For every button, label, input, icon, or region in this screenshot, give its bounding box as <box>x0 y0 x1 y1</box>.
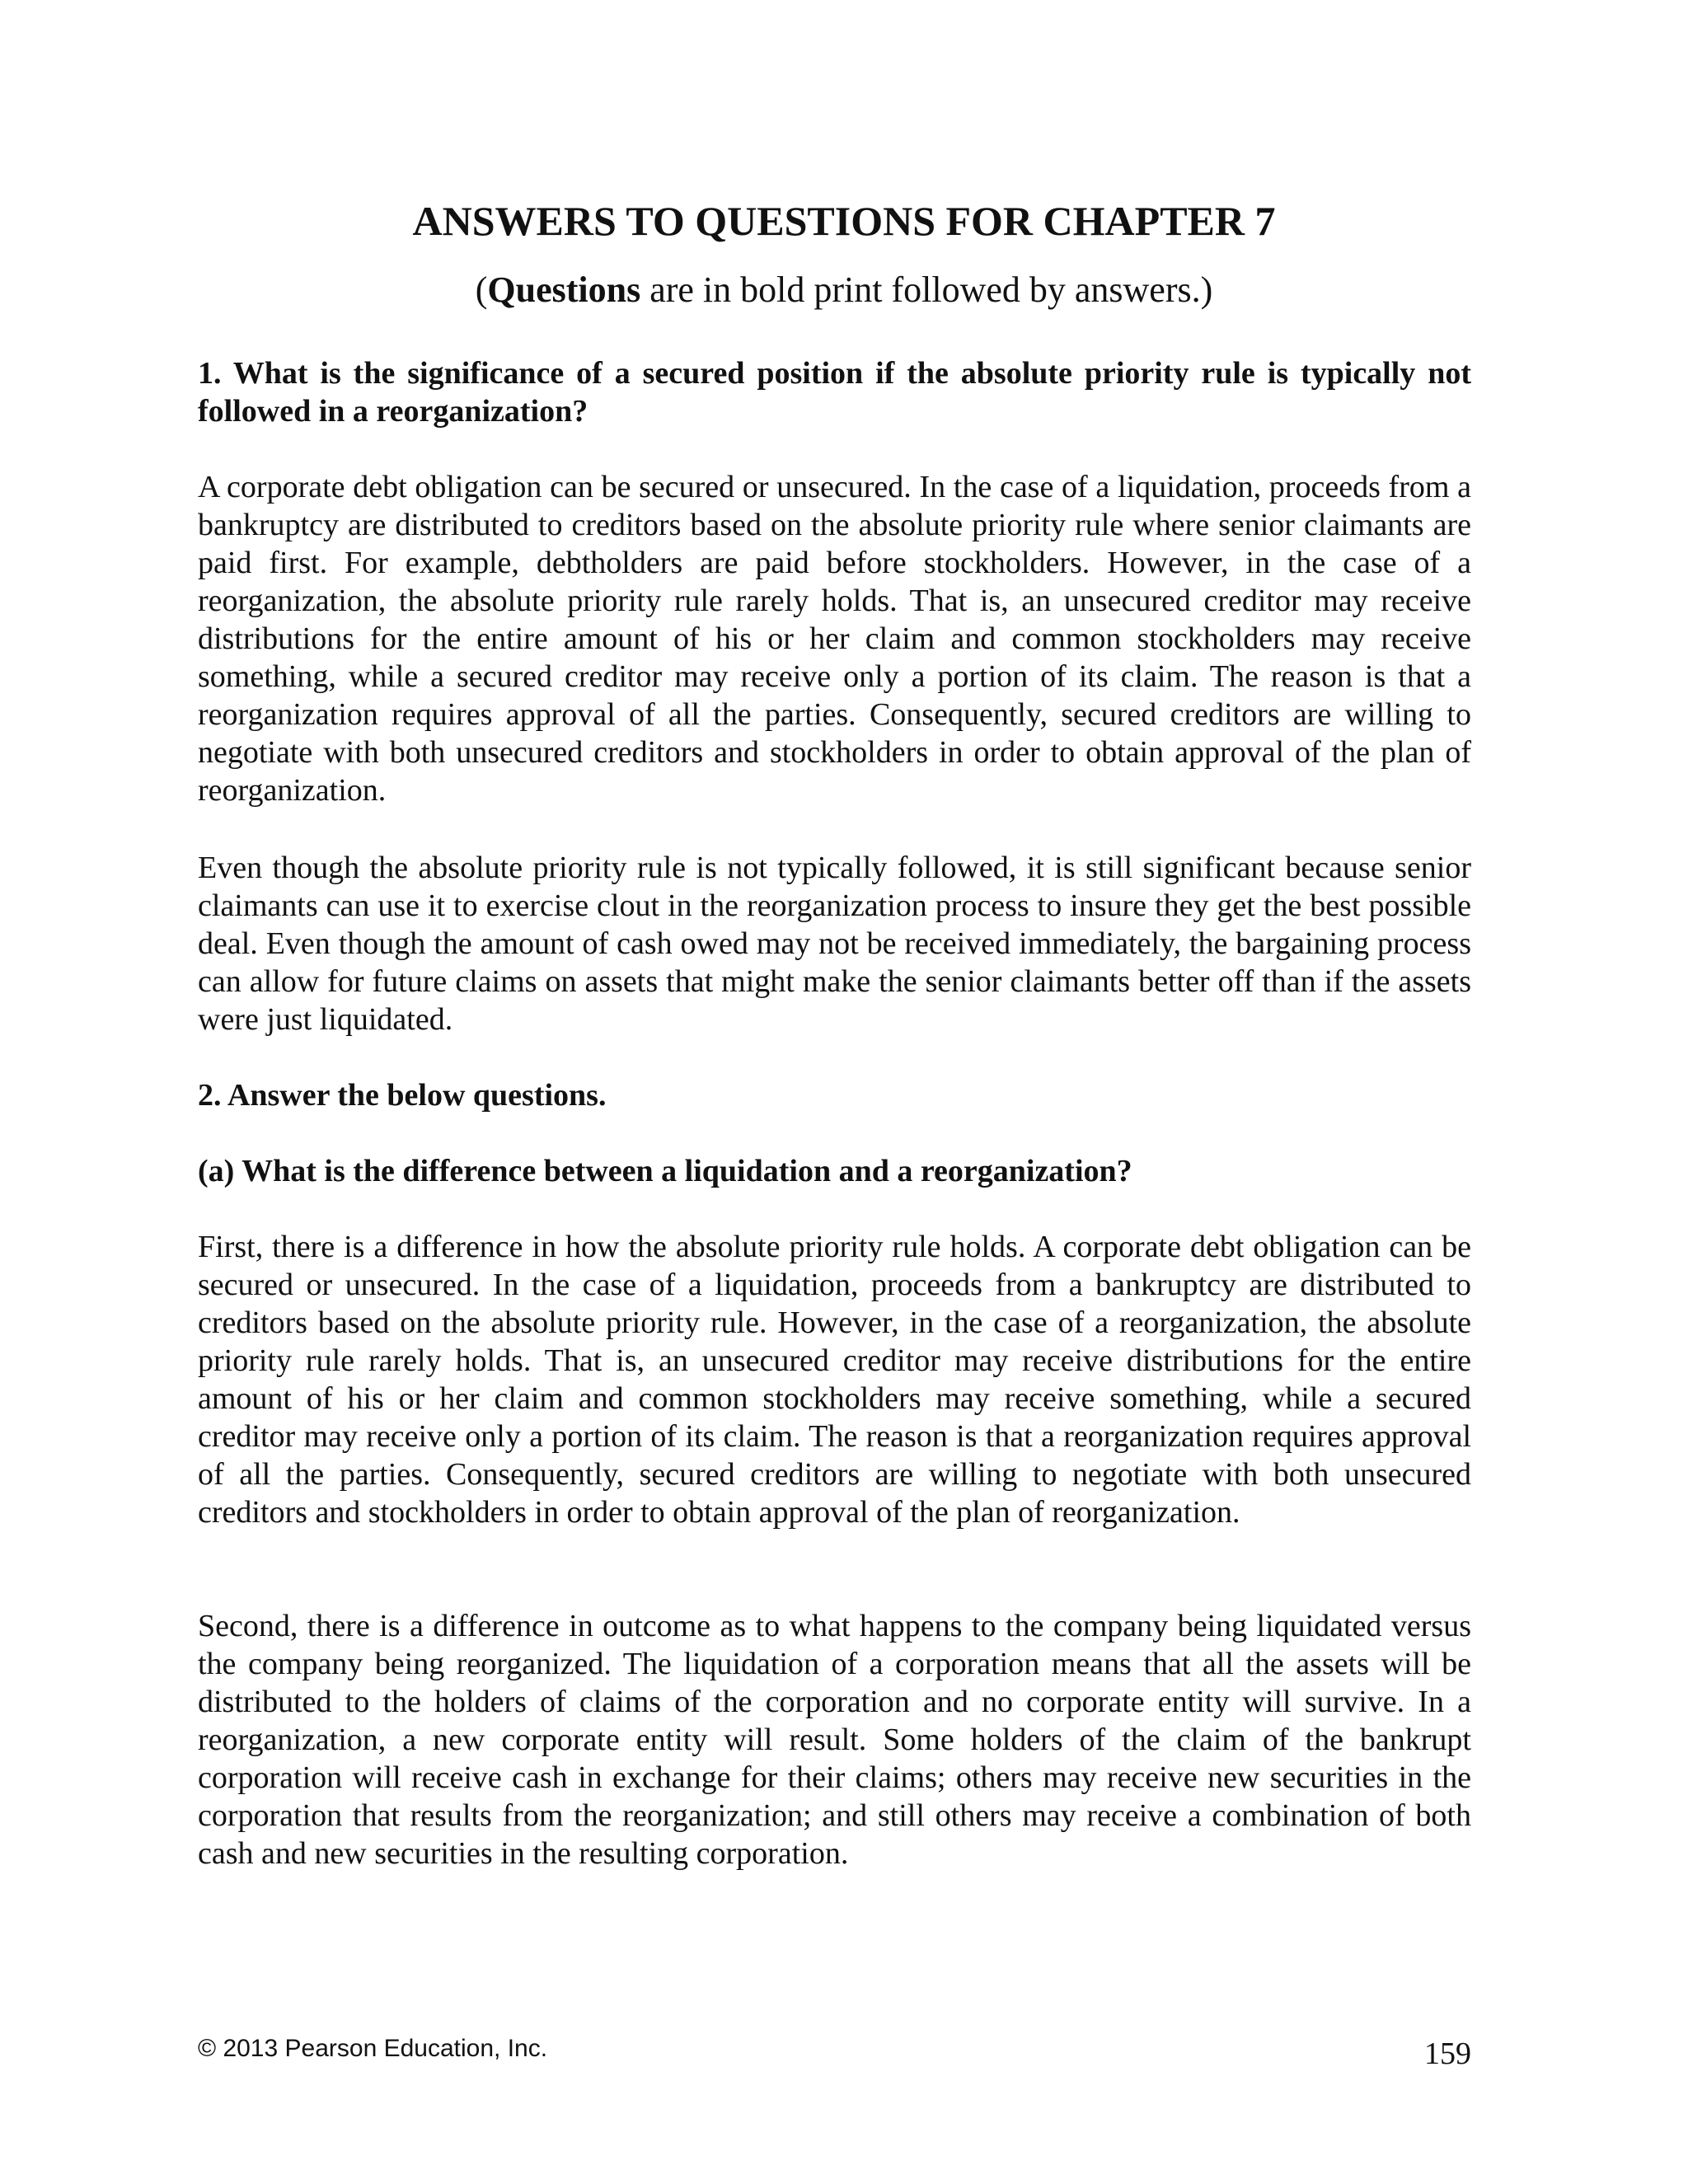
subtitle-rest: are in bold print followed by answers.) <box>640 269 1213 310</box>
page-subtitle <box>0 268 1688 312</box>
answer-2a-paragraph-2: Second, there is a difference in outcome as to what happens to the company being liquidated versus the company being reorganized. The liquidation of a corporation means that all the assets will be distributed to the holders of claims of the corporation and no corporate entity will survive. In a reorganization, a new corporate entity will result. Some holders of the claim of the bankrupt corporation will receive cash in exchange for their claims; others may receive new securities in the corporation that results from the reorganization; and still others may receive a combination of both cash and new securities in the resulting corporation. <box>198 1609 1471 1871</box>
question-2a: (a) What is the difference between a liquidation and a reorganization? <box>198 1154 1132 1188</box>
question-2: 2. Answer the below questions. <box>198 1078 607 1113</box>
page-number: 159 <box>1424 2036 1471 2071</box>
subtitle-bold-word: Questions <box>487 269 641 310</box>
answer-1-paragraph-1: A corporate debt obligation can be secured or unsecured. In the case of a liquidation, proceeds from a bankruptcy are distributed to creditors based on the absolute priority rule where senior claimants are paid first. For example, debtholders are paid before stockholders. However, in the case of a reorganization, the absolute priority rule rarely holds. That is, an unsecured creditor may receive distributions for the entire amount of his or her claim and common stockholders may receive something, while a secured creditor may receive only a portion of its claim. The reason is that a reorganization requires approval of all the parties. Consequently, secured creditors are willing to negotiate with both unsecured creditors and stockholders in order to obtain approval of the plan of reorganization. <box>198 470 1471 808</box>
answer-1-paragraph-2: Even though the absolute priority rule is not typically followed, it is still significant because senior claimants can use it to exercise clout in the reorganization process to insure they get the best possible deal. Even though the amount of cash owed may not be received immediately, the bargaining process can allow for future claims on assets that might make the senior claimants better off than if the assets were just liquidated. <box>198 851 1471 1037</box>
question-1: 1. What is the significance of a secured position if the absolute priority rule is typically not followed in a reorganization? <box>198 356 1471 429</box>
copyright-notice: © 2013 Pearson Education, Inc. <box>198 2035 548 2062</box>
answer-2a-paragraph-1: First, there is a difference in how the absolute priority rule holds. A corporate debt obligation can be secured or unsecured. In the case of a liquidation, proceeds from a bankruptcy are distributed to creditors based on the absolute priority rule. However, in the case of a reorganization, the absolute priority rule rarely holds. That is, an unsecured creditor may receive distributions for the entire amount of his or her claim and common stockholders may receive something, while a secured creditor may receive only a portion of its claim. The reason is that a reorganization requires approval of all the parties. Consequently, secured creditors are willing to negotiate with both unsecured creditors and stockholders in order to obtain approval of the plan of reorganization. <box>198 1230 1471 1530</box>
page-title: ANSWERS TO QUESTIONS FOR CHAPTER 7 <box>412 198 1276 244</box>
subtitle-open-paren: ( <box>475 269 488 310</box>
